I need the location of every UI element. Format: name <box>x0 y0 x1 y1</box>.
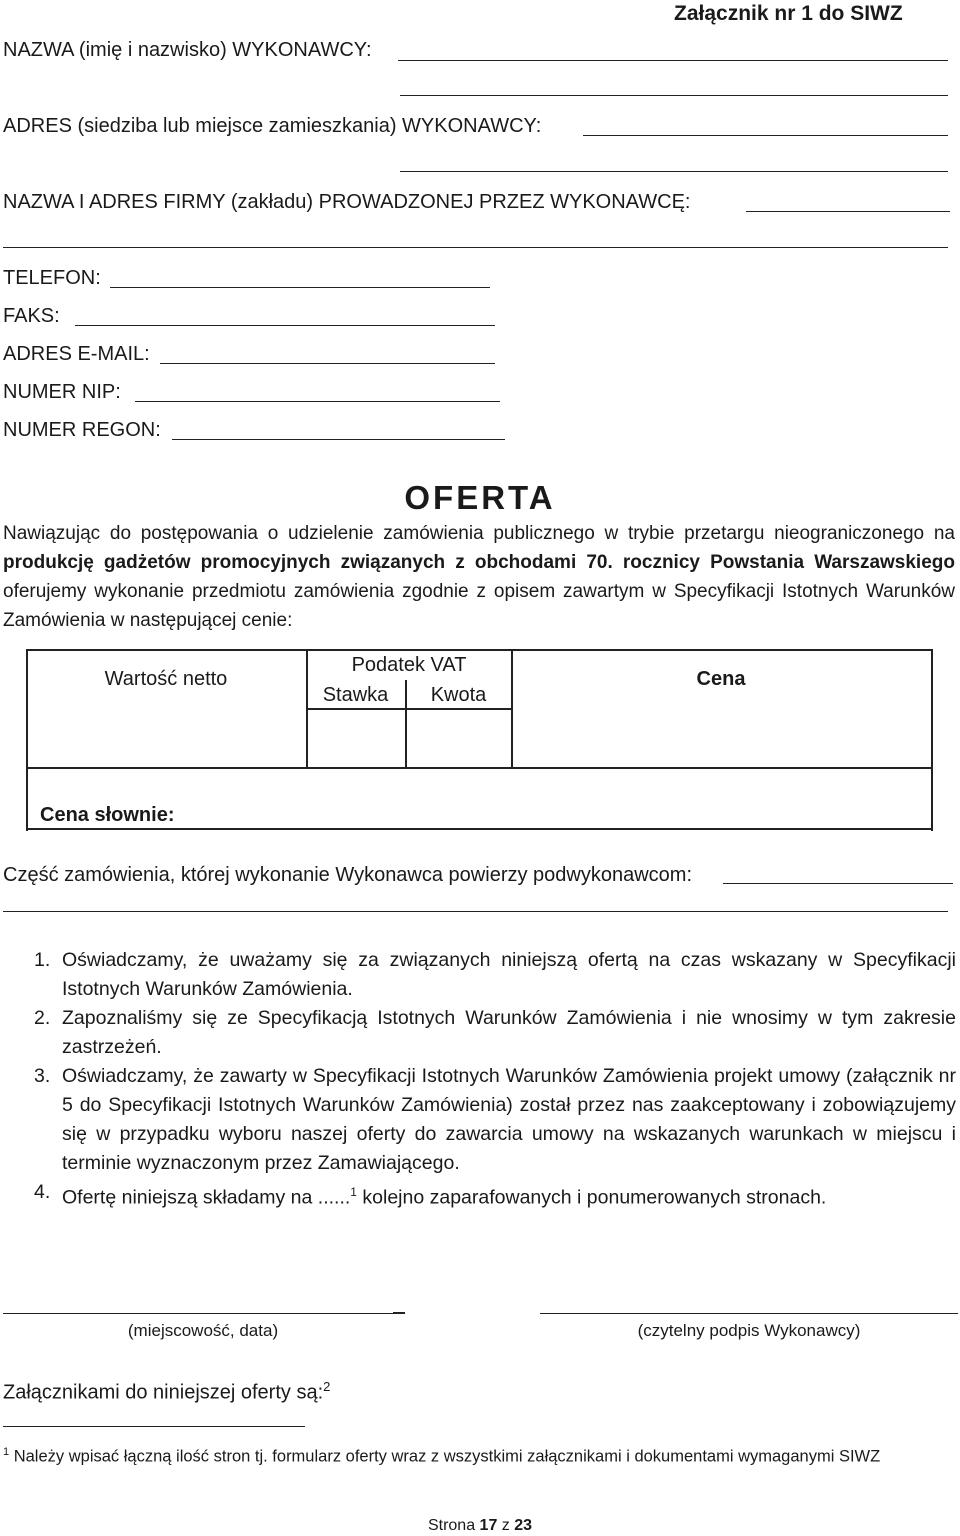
company-line[interactable] <box>746 211 950 212</box>
vat-rate-header: Stawka <box>322 684 389 706</box>
offer-title: OFERTA <box>404 479 556 516</box>
attachment-header: Załącznik nr 1 do SIWZ <box>674 2 903 25</box>
net-value-header: Wartość netto <box>104 668 228 690</box>
declaration-item: 2. Zapoznaliśmy się ze Specyfikacją Istotnych Warunków Zamówienia i nie wnosimy w tym zakresie zastrzeżeń. <box>34 1007 956 1058</box>
vat-amount-header: Kwota <box>430 684 487 706</box>
page-number: Strona 17 z 23 <box>427 1517 533 1534</box>
price-header: Cena <box>696 668 746 690</box>
contractor-address-line-2[interactable] <box>400 171 948 172</box>
footnote: $^1$ Należy wpisać łączną ilość stron tj. formularz oferty wraz z wszystkimi załącznikami i dokumentami wymaganymi SIWZ <box>3 1446 881 1466</box>
phone-label: TELEFON: <box>3 267 101 289</box>
declaration-item: 3. Oświadczamy, że zawarty w Specyfikacji Istotnych Warunków Zamówienia projekt umowy (załącznik nr 5 do Specyfikacji Istotnych Warunków Zamówienia) został przez nas zaakceptowany i zobowiązujemy się w przypadku wyboru naszej oferty do zawarcia umowy na wskazanych warunkach w miejscu i terminie wyznaczonym przez Zamawiającego. <box>34 1065 956 1174</box>
footnote-separator <box>3 1426 305 1427</box>
vat-header: Podatek VAT <box>351 654 467 676</box>
regon-line[interactable] <box>172 439 505 440</box>
fax-line[interactable] <box>75 325 495 326</box>
phone-line[interactable] <box>110 287 490 288</box>
contractor-name-line-2[interactable] <box>400 95 948 96</box>
signature-line[interactable] <box>540 1313 958 1314</box>
declaration-item: 1. Oświadczamy, że uważamy się za związanych niniejszą ofertą na czas wskazany w Specyfikacji Istotnych Warunków Zamówienia. <box>34 949 956 1000</box>
subcontract-label: Część zamówienia, której wykonanie Wykonawca powierzy podwykonawcom: <box>3 864 692 886</box>
fax-label: FAKS: <box>3 305 60 327</box>
price-words-label: Cena słownie: <box>40 804 175 826</box>
contractor-name-line[interactable] <box>398 60 948 61</box>
email-label: ADRES E-MAIL: <box>3 343 150 365</box>
attachments-label: Załącznikami do niniejszej oferty są:$^2$ <box>3 1379 331 1404</box>
company-label: NAZWA I ADRES FIRMY (zakładu) PROWADZONEJ PRZEZ WYKONAWCĘ: <box>3 191 691 213</box>
subcontract-line-2[interactable] <box>3 911 948 912</box>
declaration-item: 4. Ofertę niniejszą składamy na ......$^1$ kolejno zaparafowanych i ponumerowanych stronach. <box>34 1181 827 1209</box>
price-cell[interactable] <box>513 680 930 766</box>
email-line[interactable] <box>160 363 495 364</box>
place-date-line[interactable] <box>3 1313 405 1314</box>
contractor-name-label: NAZWA (imię i nazwisko) WYKONAWCY: <box>3 39 372 61</box>
offer-intro: Nawiązując do postępowania o udzielenie zamówienia publicznego w trybie przetargu nieograniczonego na produkcję gadżetów promocyjnych związanych z obchodami 70. rocznicy Powstania Warszawskiego oferujemy wykonanie przedmiotu zamówienia zgodnie z opisem zawartym w Specyfikacji Istotnych Warunków Zamówienia w następującej cenie: <box>3 523 955 631</box>
contractor-address-line[interactable] <box>583 135 948 136</box>
nip-line[interactable] <box>135 401 500 402</box>
regon-label: NUMER REGON: <box>3 419 161 441</box>
nip-label: NUMER NIP: <box>3 381 121 403</box>
subcontract-line[interactable] <box>723 883 953 884</box>
place-date-caption: (miejscowość, data) <box>127 1321 279 1340</box>
company-line-2[interactable] <box>3 247 948 248</box>
vat-amount-cell[interactable] <box>407 711 510 766</box>
signature-caption: (czytelny podpis Wykonawcy) <box>637 1321 861 1340</box>
net-value-cell[interactable] <box>28 711 305 766</box>
declarations-list <box>34 946 956 1213</box>
contractor-address-label: ADRES (siedziba lub miejsce zamieszkania) WYKONAWCY: <box>3 115 542 137</box>
vat-rate-cell[interactable] <box>308 711 404 766</box>
